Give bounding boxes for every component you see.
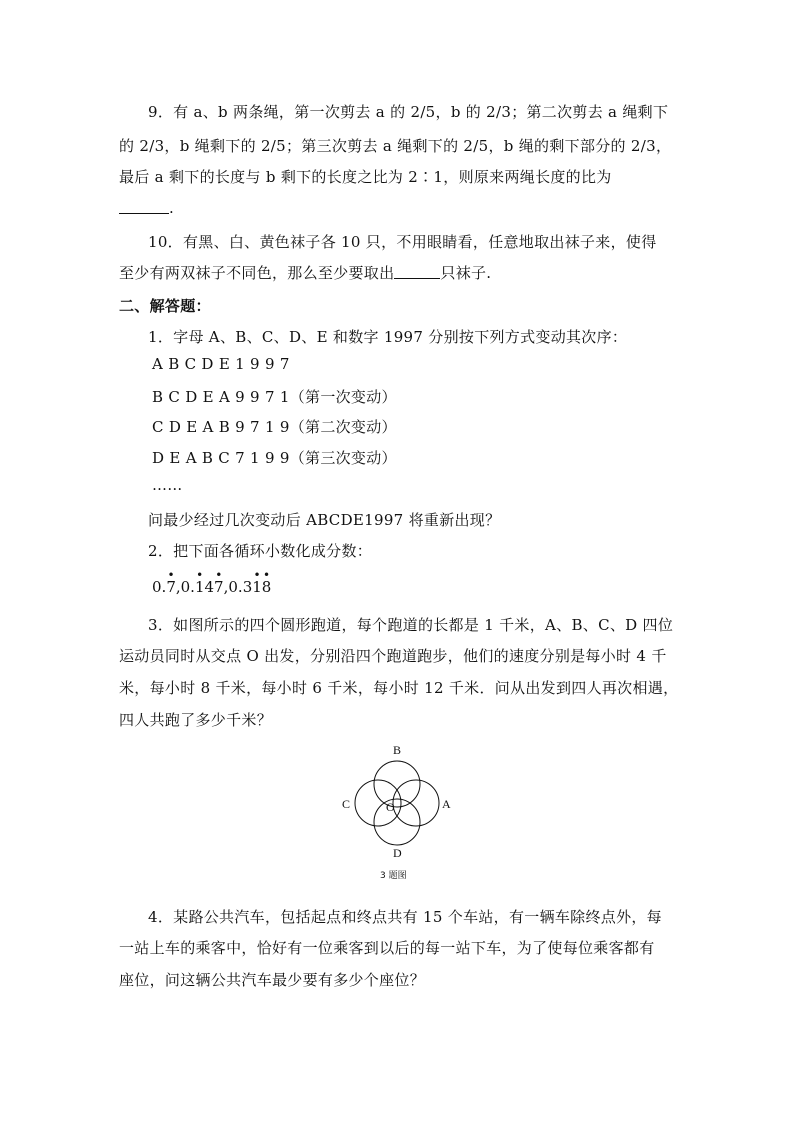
label-b: B <box>393 743 402 757</box>
repeat-dot: • <box>215 568 223 582</box>
circle-a <box>393 780 439 826</box>
digit: 8 <box>261 578 272 596</box>
four-circles-figure <box>330 738 470 862</box>
repeating-digit <box>214 568 224 596</box>
p4-line-3: 座位，问这辆公共汽车最少要有多少个座位？ <box>119 971 426 989</box>
p1-ellipsis: …… <box>152 476 183 494</box>
q9-line-3: 最后 a 剩下的长度与 b 剩下的长度之比为 2∶1，则原来两绳长度的比为 <box>119 168 612 186</box>
q10-line-2 <box>119 262 491 283</box>
p3-line-4: 四人共跑了多少千米？ <box>119 711 273 729</box>
separator: , <box>175 578 181 596</box>
repeating-digit <box>261 568 272 596</box>
digit: 3 <box>242 578 253 596</box>
label-a: A <box>442 797 451 811</box>
q10-text-before: 至少有两双袜子不同色，那么至少要取出 <box>119 264 395 282</box>
circle-b <box>374 761 420 807</box>
repeating-digit <box>194 568 205 596</box>
repeating-digit <box>166 568 176 596</box>
label-d: D <box>393 846 402 860</box>
repeat-dot: • <box>263 568 271 582</box>
digit: 4 <box>204 578 215 596</box>
decimal-part: 0. <box>152 578 167 596</box>
separator: , <box>223 578 229 596</box>
repeating-decimals <box>152 568 272 596</box>
digit: 1 <box>194 578 205 596</box>
answer-blank <box>119 199 169 214</box>
p1-row: B C D E A 9 9 7 1（第一次变动） <box>152 388 397 406</box>
q10-text-after: 只袜子. <box>440 264 492 282</box>
p3-line-2: 运动员同时从交点 O 出发，分别沿四个跑道跑步，他们的速度分别是每小时 4 千 <box>119 647 667 665</box>
digit: 7 <box>214 578 224 596</box>
digit: 7 <box>166 578 176 596</box>
p1-row: C D E A B 9 7 1 9（第二次变动） <box>152 418 397 436</box>
repeating-digit <box>252 568 262 596</box>
decimal-part: 0. <box>228 578 243 596</box>
repeat-dot: • <box>167 568 175 582</box>
section-heading: 二、解答题： <box>119 297 211 315</box>
q9-period: . <box>169 199 175 217</box>
decimal-part: 0. <box>180 578 195 596</box>
q9-line-2: 的 2/3，b 绳剩下的 2/5；第三次剪去 a 绳剩下的 2/5，b 绳的剩下部分的 2/3， <box>119 137 672 155</box>
q9-line-4 <box>119 199 174 217</box>
figure-caption: 3 题图 <box>380 871 407 881</box>
q9-line-1: 9．有 a、b 两条绳，第一次剪去 a 的 2/5，b 的 2/3；第二次剪去 a 绳剩下 <box>148 103 669 121</box>
p3-line-3: 米，每小时 8 千米，每小时 6 千米，每小时 12 千米．问从出发到四人再次相遇， <box>119 679 679 697</box>
p1-row: A B C D E 1 9 9 7 <box>152 355 290 373</box>
p1-intro: 1．字母 A、B、C、D、E 和数字 1997 分别按下列方式变动其次序： <box>148 328 628 346</box>
q10-line-1: 10．有黑、白、黄色袜子各 10 只，不用眼睛看，任意地取出袜子来，使得 <box>148 233 657 251</box>
answer-blank <box>394 264 440 279</box>
p2-intro: 2．把下面各循环小数化成分数： <box>148 542 373 560</box>
p1-row: D E A B C 7 1 9 9（第三次变动） <box>152 449 397 467</box>
p3-line-1: 3．如图所示的四个圆形跑道，每个跑道的长都是 1 千米，A、B、C、D 四位 <box>148 616 674 634</box>
label-o: O <box>386 800 395 814</box>
p1-question: 问最少经过几次变动后 ABCDE1997 将重新出现？ <box>148 511 501 529</box>
digit: 1 <box>252 578 262 596</box>
repeat-dot: • <box>196 568 204 582</box>
p4-line-2: 一站上车的乘客中，恰好有一位乘客到以后的每一站下车，为了使每位乘客都有 <box>119 939 655 957</box>
label-c: C <box>342 797 351 811</box>
p4-line-1: 4．某路公共汽车，包括起点和终点共有 15 个车站，有一辆车除终点外，每 <box>148 908 662 926</box>
repeat-dot: • <box>253 568 261 582</box>
circle-d <box>374 799 420 845</box>
